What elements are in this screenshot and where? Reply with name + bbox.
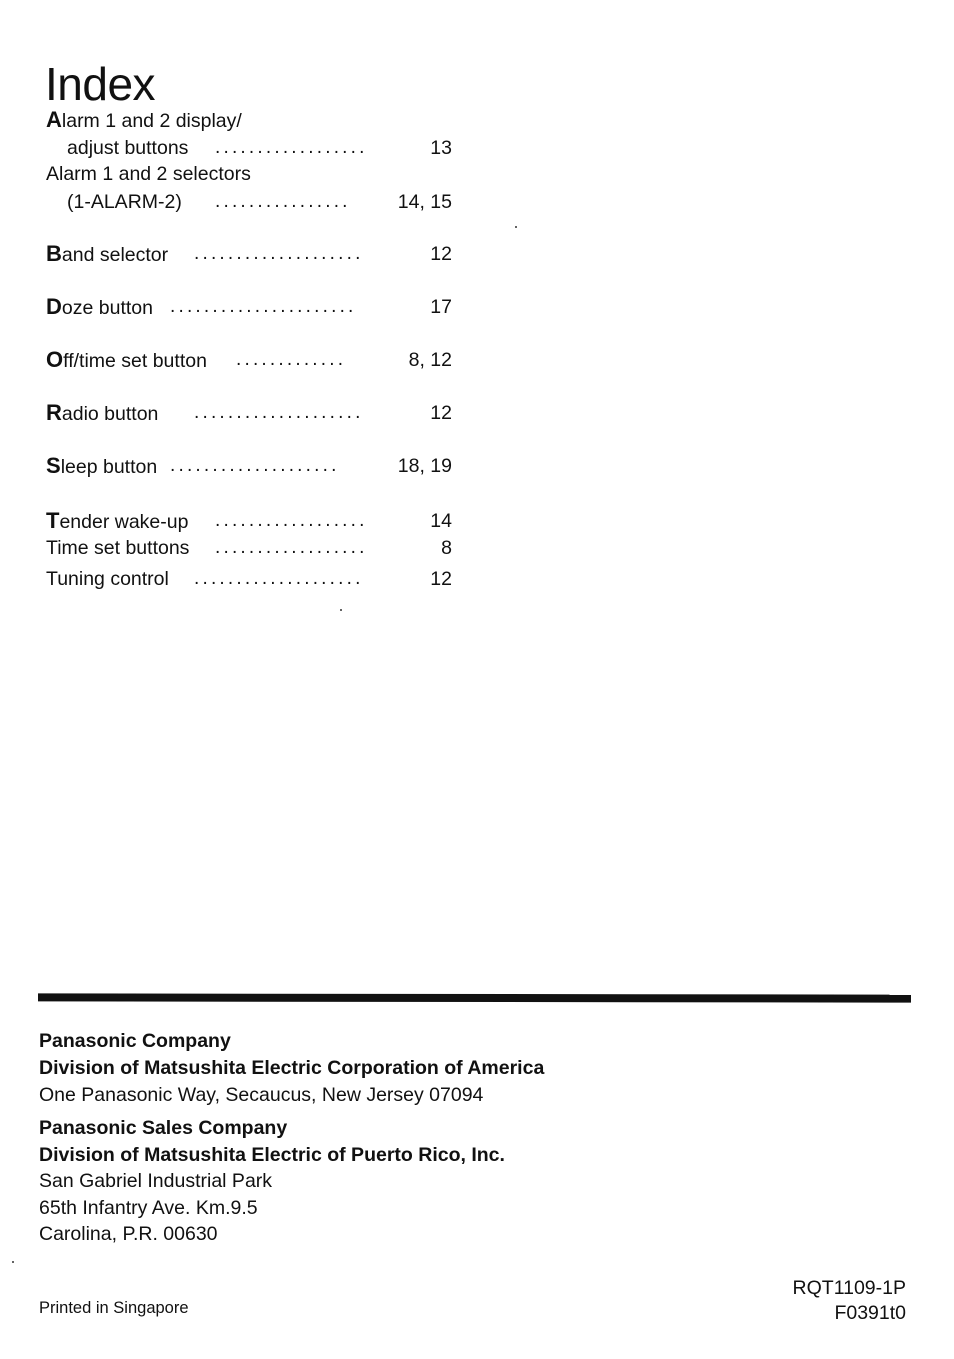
scan-speck xyxy=(340,609,342,611)
entry-label: (1-ALARM-2) xyxy=(67,191,182,213)
page-number: 12 xyxy=(430,568,452,590)
leader-dots: .................... xyxy=(170,455,340,476)
leader-dots: .................... xyxy=(194,243,364,264)
company-address: 65th Infantry Ave. Km.9.5 xyxy=(39,1197,258,1219)
index-entry-alarm-selectors xyxy=(46,161,452,187)
index-entry-off-time-set-button xyxy=(46,347,452,373)
page-title: Index xyxy=(45,57,156,110)
page-number: 17 xyxy=(430,296,452,318)
entry-label: Tuning control xyxy=(46,568,169,590)
entry-label: larm 1 and 2 display/ xyxy=(61,110,242,132)
entry-initial: O xyxy=(46,347,64,372)
leader-dots: .................... xyxy=(194,402,364,423)
entry-label: ff/time set button xyxy=(63,350,207,372)
print-code: F0391t0 xyxy=(834,1302,906,1324)
index-entry-adjust-buttons xyxy=(67,135,452,161)
divider-rule xyxy=(38,993,911,1002)
leader-dots: .................. xyxy=(215,537,368,558)
page-number: 14, 15 xyxy=(397,191,452,213)
index-entry-alarm-code xyxy=(67,189,452,215)
company-name: Panasonic Sales Company xyxy=(39,1117,288,1139)
entry-initial: A xyxy=(46,107,62,132)
index-entry-sleep-button xyxy=(46,453,452,479)
index-entry-radio-button xyxy=(46,400,452,426)
page-number: 8, 12 xyxy=(408,349,452,371)
page-number: 8 xyxy=(441,537,452,559)
entry-label: leep button xyxy=(60,456,158,478)
company-address: San Gabriel Industrial Park xyxy=(39,1170,273,1192)
entry-label: Alarm 1 and 2 selectors xyxy=(46,163,251,185)
company-division: Division of Matsushita Electric Corporation of America xyxy=(39,1057,545,1079)
entry-label: oze button xyxy=(61,297,153,319)
leader-dots: .................. xyxy=(215,510,368,531)
leader-dots: ...................... xyxy=(170,296,357,317)
company-address: Carolina, P.R. 00630 xyxy=(39,1223,218,1245)
entry-initial: B xyxy=(46,241,62,266)
entry-label: and selector xyxy=(61,244,169,266)
scan-speck xyxy=(515,226,517,228)
scan-speck xyxy=(12,1261,14,1263)
leader-dots: ................ xyxy=(215,191,351,212)
page-number: 18, 19 xyxy=(397,455,452,477)
index-entry-band-selector xyxy=(46,241,452,267)
leader-dots: .................. xyxy=(215,137,368,158)
entry-initial: S xyxy=(46,453,61,478)
page-number: 14 xyxy=(430,510,452,532)
entry-label: Time set buttons xyxy=(46,537,190,559)
page-number: 12 xyxy=(430,243,452,265)
index-entry-time-set-buttons xyxy=(46,535,452,561)
printed-in-note: Printed in Singapore xyxy=(39,1299,189,1317)
index-entry-alarm-display xyxy=(46,107,452,133)
entry-label: adio button xyxy=(61,403,159,425)
entry-initial: D xyxy=(46,294,62,319)
index-entry-doze-button xyxy=(46,294,452,320)
leader-dots: ............. xyxy=(236,349,347,370)
company-address: One Panasonic Way, Secaucus, New Jersey 07094 xyxy=(39,1084,484,1106)
entry-label: ender wake-up xyxy=(59,511,189,533)
page-number: 13 xyxy=(430,137,452,159)
index-entry-tender-wake-up xyxy=(46,508,452,534)
document-code: RQT1109-1P xyxy=(792,1277,906,1299)
entry-initial: T xyxy=(46,508,60,533)
leader-dots: .................... xyxy=(194,568,364,589)
company-division: Division of Matsushita Electric of Puerto Rico, Inc. xyxy=(39,1144,505,1166)
company-name: Panasonic Company xyxy=(39,1030,231,1052)
entry-label: adjust buttons xyxy=(67,137,189,159)
index-entry-tuning-control xyxy=(46,566,452,592)
page-number: 12 xyxy=(430,402,452,424)
entry-initial: R xyxy=(46,400,62,425)
